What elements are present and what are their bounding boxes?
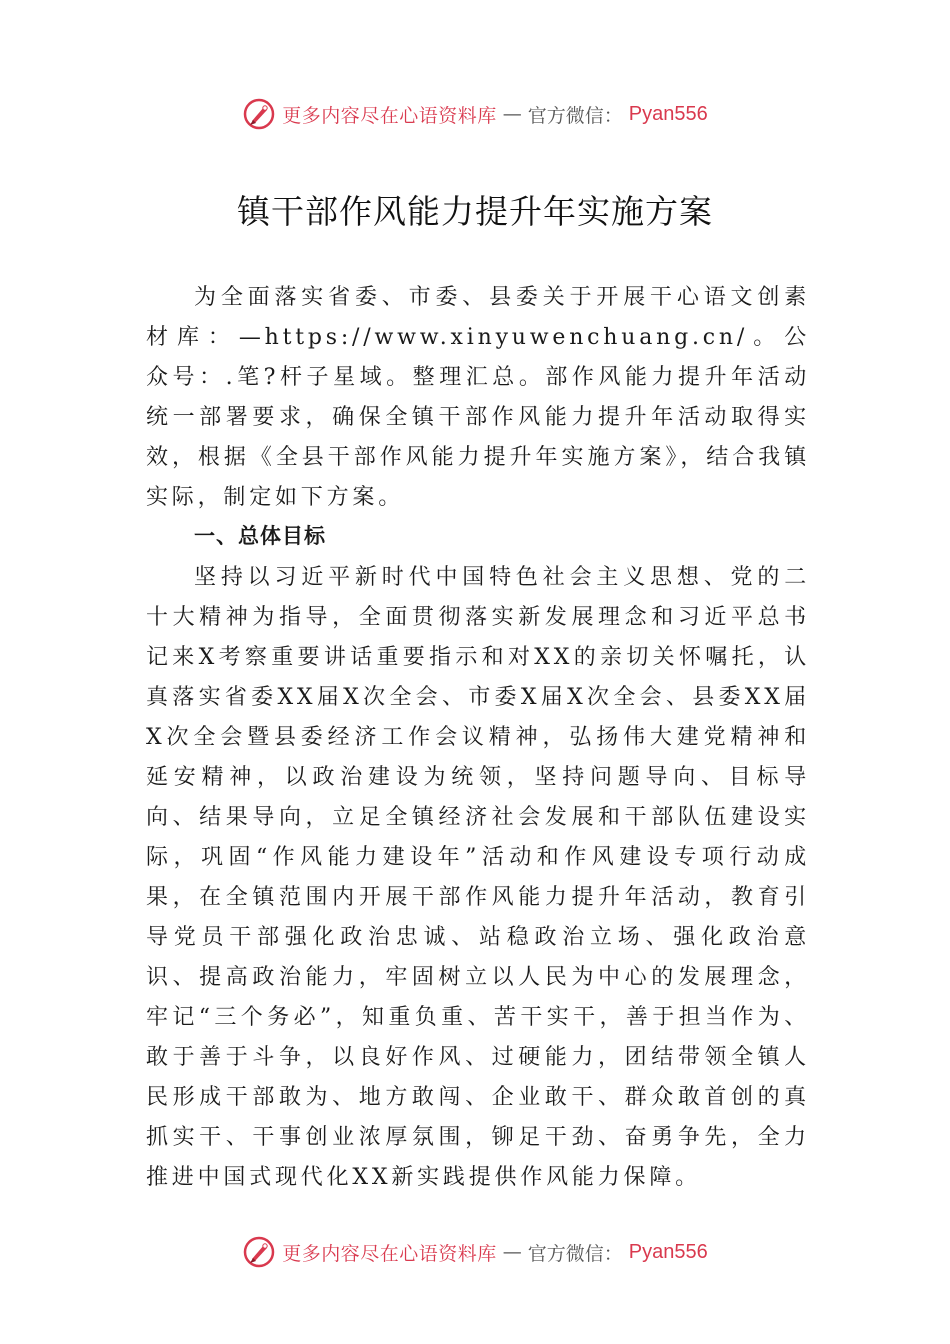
banner-separator: —: [502, 103, 522, 125]
section-heading-overall-goal: 一、总体目标: [194, 524, 326, 548]
banner-separator: —: [502, 1241, 522, 1263]
section-paragraph-overall-goal: 坚持以习近平新时代中国特色社会主义思想、党的二十大精神为指导，全面贯彻落实新发展理念和习近平总书记来X考察重要讲话重要指示和对XX的亲切关怀嘱托，认真落实省委XX届X次全会、市委X届X次全会、县委XX届X次全会暨县委经济工作会议精神，弘扬伟大建党精神和延安精神，以政治建设为统领，坚持问题导向、目标导向、结果导向，立足全镇经济社会发展和干部队伍建设实际，巩固“作风能力建设年”活动和作风建设专项行动成果，在全镇范围内开展干部作风能力提升年活动，教育引导党员干部强化政治忠诚、站稳政治立场、强化政治意识、提高政治能力，牢固树立以人民为中心的发展理念，牢记“三个务必”，知重负重、苦干实干，善于担当作为、敢于善于斗争，以良好作风、过硬能力，团结带领全镇人民形成干部敢为、地方敢闯、企业敢干、群众敢首创的真抓实干、干事创业浓厚氛围，铆足干劲、奋勇争先，全力推进中国式现代化XX新实践提供作风能力保障。: [146, 565, 810, 1190]
document-title: 镇干部作风能力提升年实施方案: [237, 192, 713, 231]
wechat-label: 官方微信：: [527, 104, 623, 127]
intro-paragraph: 为全面落实省委、市委、县委关于开展干心语文创素材库：—https://www.xinyuwenchuang.cn/。公众号：.笔?杆子星域。整理汇总。部作风能力提升年活动统一部署要求，确保全镇干部作风能力提升年活动取得实效，根据《全县干部作风能力提升年实施方案》，结合我镇实际，制定如下方案。: [146, 285, 810, 510]
pen-circle-logo-icon: [242, 97, 276, 131]
pen-circle-logo-icon: [242, 1235, 276, 1269]
footer-watermark-banner: [0, 1232, 950, 1272]
wechat-account: Pyan556: [628, 102, 708, 125]
wechat-account: Pyan556: [628, 1240, 708, 1263]
wechat-label: 官方微信：: [527, 1242, 623, 1265]
brand-text: 更多内容尽在心语资料库: [282, 1242, 497, 1265]
header-watermark-banner: [0, 94, 950, 134]
brand-text: 更多内容尽在心语资料库: [282, 104, 497, 127]
